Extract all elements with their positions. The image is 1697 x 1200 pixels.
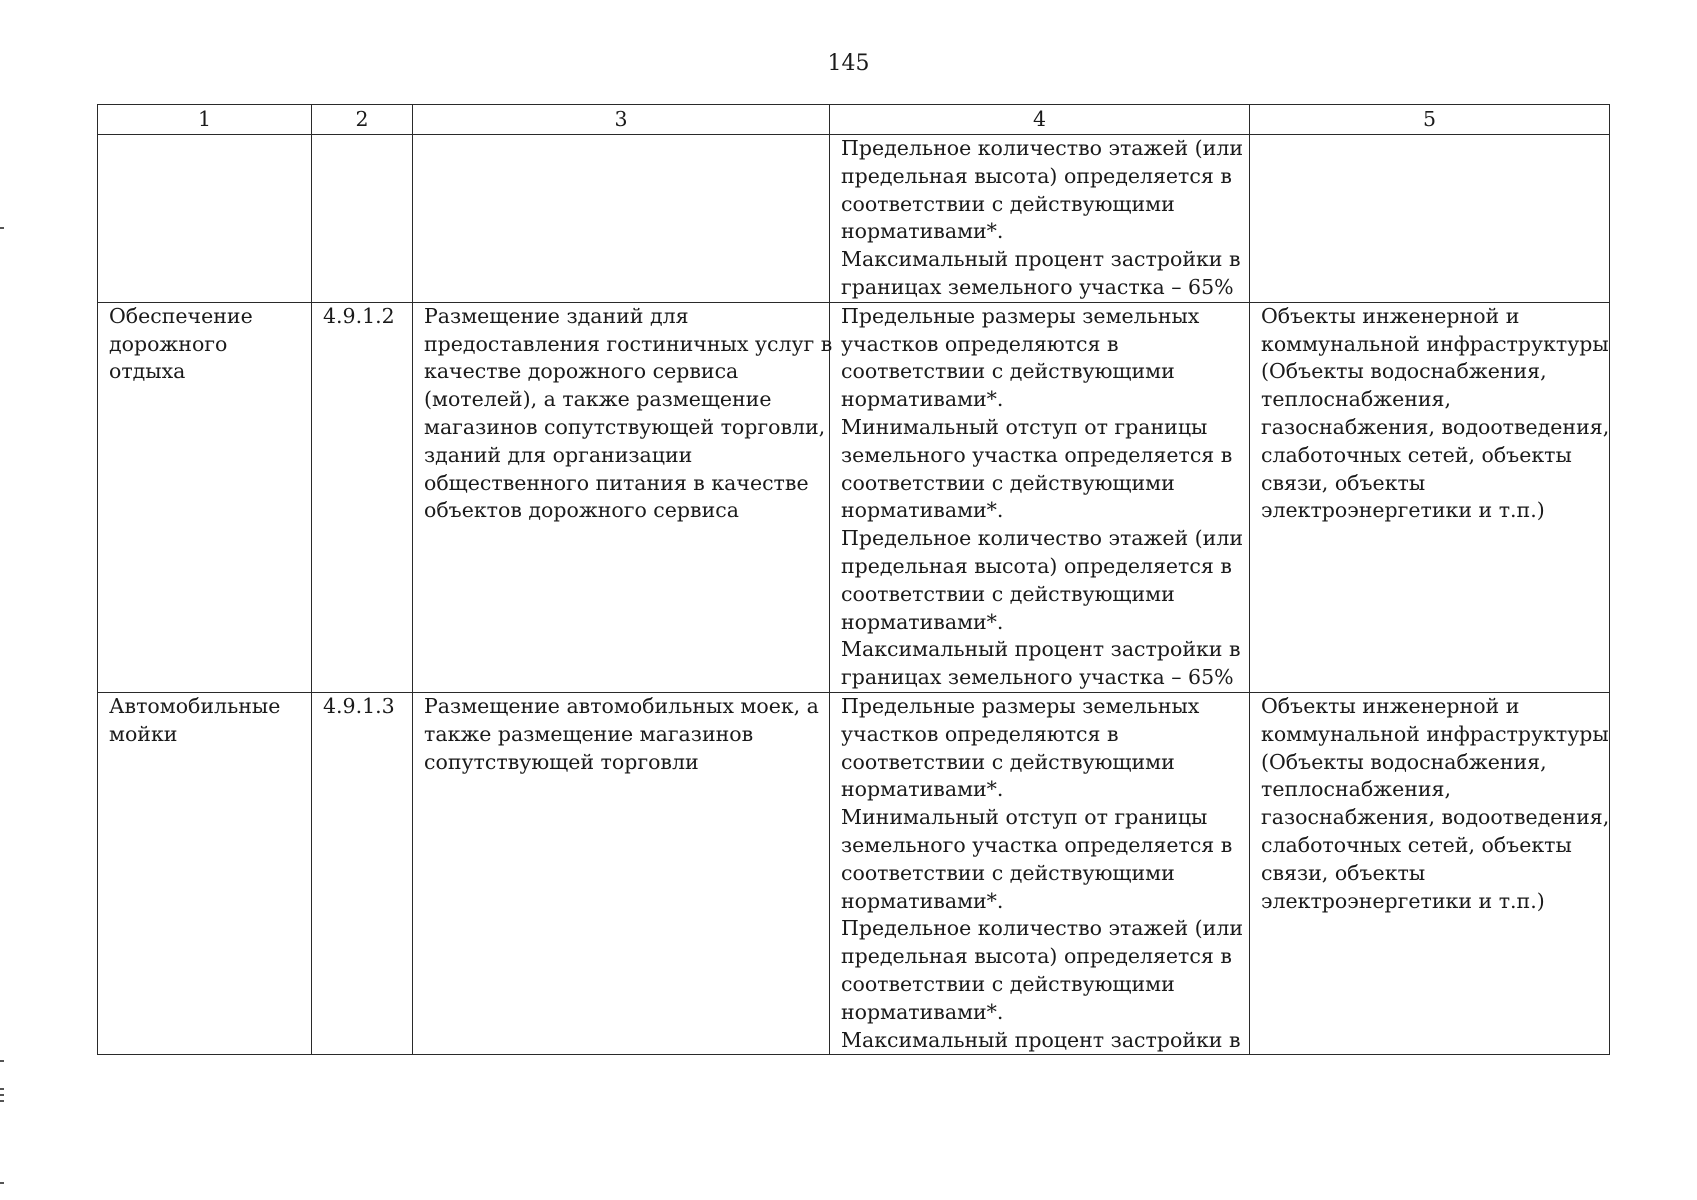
cell-code [312,692,413,1054]
text-line: нормативами*. [841,999,1004,1024]
column-header: 1 [98,105,312,135]
text-line: зданий для организации [424,442,693,467]
column-header: 4 [830,105,1250,135]
text-line: Максимальный процент застройки в [841,637,1241,662]
text-line: предельная высота) определяется в [841,944,1232,969]
cell-description [413,692,830,1054]
table-row [98,135,1610,303]
scan-edge-mark [0,1182,4,1184]
text-line: отдыха [109,359,186,384]
cell-description [413,302,833,692]
text-line: соответствии с действующими [841,860,1175,885]
text-line: соответствии с действующими [841,191,1175,216]
text-line: Предельные размеры земельных [841,303,1200,328]
scan-edge-mark [0,227,4,229]
text-line: 4.9.1.3 [323,693,395,718]
scan-edge-mark [0,1060,4,1062]
text-line: земельного участка определяется в [841,832,1233,857]
text-line: Предельное количество этажей (или [841,136,1244,160]
text-line: нормативами*. [841,219,1004,244]
table-header-row [98,105,1610,135]
text-line: предельная высота) определяется в [841,163,1232,188]
text-line: Предельные размеры земельных [841,693,1200,718]
text-line: общественного питания в качестве [424,470,809,495]
text-line: также размещение магазинов [424,721,754,746]
text-line: сопутствующей торговли [424,749,699,774]
cell-description [413,135,830,303]
text-line: 4.9.1.2 [323,303,395,328]
text-line: (Объекты водоснабжения, [1261,359,1547,384]
scan-edge-mark [0,1094,4,1096]
text-line: газоснабжения, водоотведения, [1261,414,1610,439]
cell-use-name [98,135,312,303]
text-line: Объекты инженерной и [1261,693,1520,718]
table-row [98,302,1610,692]
zoning-table [97,104,1610,1055]
text-line: соответствии с действующими [841,581,1175,606]
scan-edge-mark [0,1088,4,1090]
text-line: Автомобильные [109,693,281,718]
text-line: связи, объекты [1261,860,1426,885]
column-header: 5 [1250,105,1610,135]
text-line: (Объекты водоснабжения, [1261,749,1547,774]
text-line: Минимальный отступ от границы [841,805,1208,830]
cell-auxiliary-uses [1250,135,1610,303]
text-line: связи, объекты [1261,470,1426,495]
text-line: нормативами*. [841,777,1004,802]
text-line: нормативами*. [841,888,1004,913]
cell-code [312,135,413,303]
text-line: объектов дорожного сервиса [424,498,739,523]
column-header: 3 [413,105,830,135]
text-line: Размещение автомобильных моек, а [424,693,819,718]
text-line: предельная высота) определяется в [841,553,1232,578]
text-line: дорожного [109,331,228,356]
text-line: Максимальный процент застройки в [841,247,1241,272]
text-line: соответствии с действующими [841,359,1175,384]
text-line: земельного участка определяется в [841,442,1233,467]
text-line: электроэнергетики и т.п.) [1261,888,1545,913]
text-line: (мотелей), а также размещение [424,387,772,412]
text-line: слаботочных сетей, объекты [1261,832,1572,857]
text-line: предоставления гостиничных услуг в [424,331,833,356]
text-line: Максимальный процент застройки в [841,1027,1241,1052]
cell-use-name [98,302,312,692]
text-line: коммунальной инфраструктуры [1261,721,1609,746]
text-line: нормативами*. [841,498,1004,523]
cell-auxiliary-uses [1250,302,1610,692]
text-line: электроэнергетики и т.п.) [1261,498,1545,523]
text-line: границах земельного участка – 65% [841,274,1234,299]
text-line: теплоснабжения, [1261,387,1451,412]
text-line: теплоснабжения, [1261,777,1451,802]
text-line: границах земельного участка – 65% [841,665,1234,690]
text-line: Обеспечение [109,303,253,328]
text-line: Объекты инженерной и [1261,303,1520,328]
text-line: слаботочных сетей, объекты [1261,442,1572,467]
cell-parameters [830,302,1250,692]
text-line: коммунальной инфраструктуры [1261,331,1609,356]
scan-edge-mark [0,1100,4,1102]
text-line: газоснабжения, водоотведения, [1261,805,1610,830]
text-line: соответствии с действующими [841,470,1175,495]
table-row [98,692,1610,1054]
text-line: качестве дорожного сервиса [424,359,739,384]
text-line: участков определяются в [841,331,1119,356]
text-line: Минимальный отступ от границы [841,414,1208,439]
text-line: соответствии с действующими [841,971,1175,996]
text-line: соответствии с действующими [841,749,1175,774]
cell-code [312,302,413,692]
text-line: мойки [109,721,178,746]
text-line: Размещение зданий для [424,303,689,328]
text-line: Предельное количество этажей (или [841,526,1244,551]
text-line: магазинов сопутствующей торговли, [424,414,826,439]
cell-auxiliary-uses [1250,692,1610,1054]
text-line: участков определяются в [841,721,1119,746]
page-number: 145 [827,51,870,76]
cell-parameters [830,692,1250,1054]
cell-use-name [98,692,312,1054]
text-line: нормативами*. [841,387,1004,412]
text-line: Предельное количество этажей (или [841,916,1244,941]
text-line: нормативами*. [841,609,1004,634]
column-header: 2 [312,105,413,135]
cell-parameters [830,135,1250,303]
